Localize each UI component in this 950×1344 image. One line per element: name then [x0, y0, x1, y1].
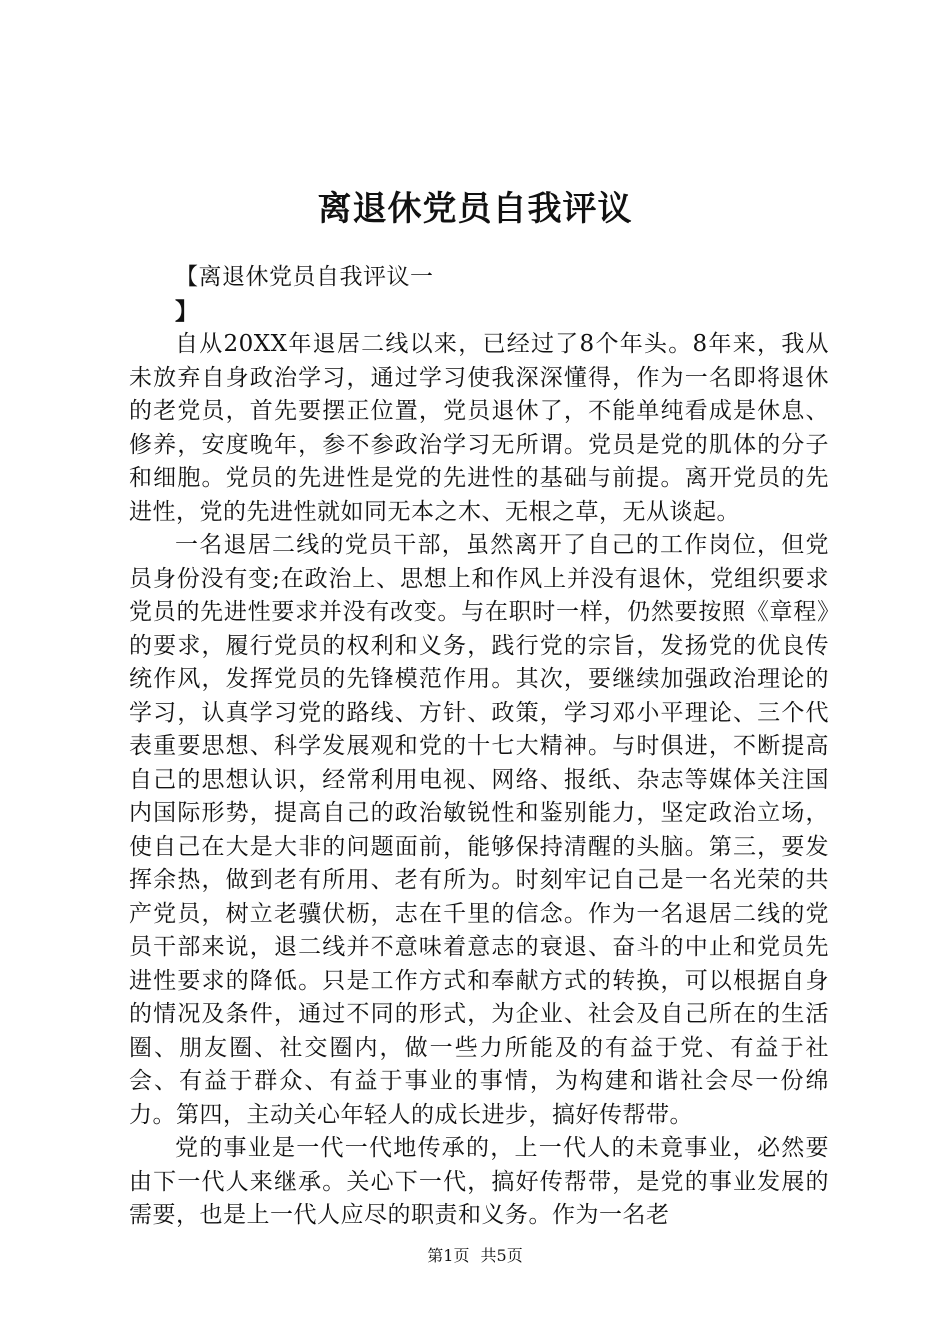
page-footer	[0, 1244, 950, 1268]
paragraph-1: 自从20XX年退居二线以来，已经过了8个年头。8年来，我从未放弃自身政治学习，通过学习使我深深懂得，作为一名即将退休的老党员，首先要摆正位置，党员退休了，不能单纯看成是休息、修养，安度晚年，参不参政治学习无所谓。党员是党的肌体的分子和细胞。党员的先进性是党的先进性的基础与前提。离开党员的先进性，党的先进性就如同无本之木、无根之草，无从谈起。	[129, 331, 829, 525]
page-number-total: 共5页	[480, 1246, 523, 1265]
paragraph-2: 一名退居二线的党员干部，虽然离开了自己的工作岗位，但党员身份没有变;在政治上、思想上和作风上并没有退休，党组织要求党员的先进性要求并没有改变。与在职时一样，仍然要按照《章程》的要求，履行党员的权利和义务，践行党的宗旨，发扬党的优良传统作风，发挥党员的先锋模范作用。其次，要继续加强政治理论的学习，认真学习党的路线、方针、政策，学习邓小平理论、三个代表重要思想、科学发展观和党的十七大精神。与时俱进，不断提高自己的思想认识，经常利用电视、网络、报纸、杂志等媒体关注国内国际形势，提高自己的政治敏锐性和鉴别能力，坚定政治立场，使自己在大是大非的问题面前，能够保持清醒的头脑。第三，要发挥余热，做到老有所用、老有所为。时刻牢记自己是一名光荣的共产党员，树立老骥伏枥，志在千里的信念。作为一名退居二线的党员干部来说，退二线并不意味着意志的衰退、奋斗的中止和党员先进性要求的降低。只是工作方式和奉献方式的转换，可以根据自身的情况及条件，通过不同的形式，为企业、社会及自己所在的生活圈、朋友圈、社交圈内，做一些力所能及的有益于党、有益于社会、有益于群众、有益于事业的事情，为构建和谐社会尽一份绵力。第四，主动关心年轻人的成长进步，搞好传帮带。	[129, 532, 829, 1128]
page-number-current: 第1页	[427, 1246, 470, 1265]
paragraph-3: 党的事业是一代一代地传承的，上一代人的未竟事业，必然要由下一代人来继承。关心下一代，搞好传帮带，是党的事业发展的需要，也是上一代人应尽的职责和义务。作为一名老	[129, 1135, 829, 1228]
section-heading-open: 【离退休党员自我评议一	[175, 264, 434, 290]
document-body	[129, 261, 829, 1233]
section-heading-close: 】	[175, 297, 199, 325]
document-title: 离退休党员自我评议	[317, 189, 633, 229]
